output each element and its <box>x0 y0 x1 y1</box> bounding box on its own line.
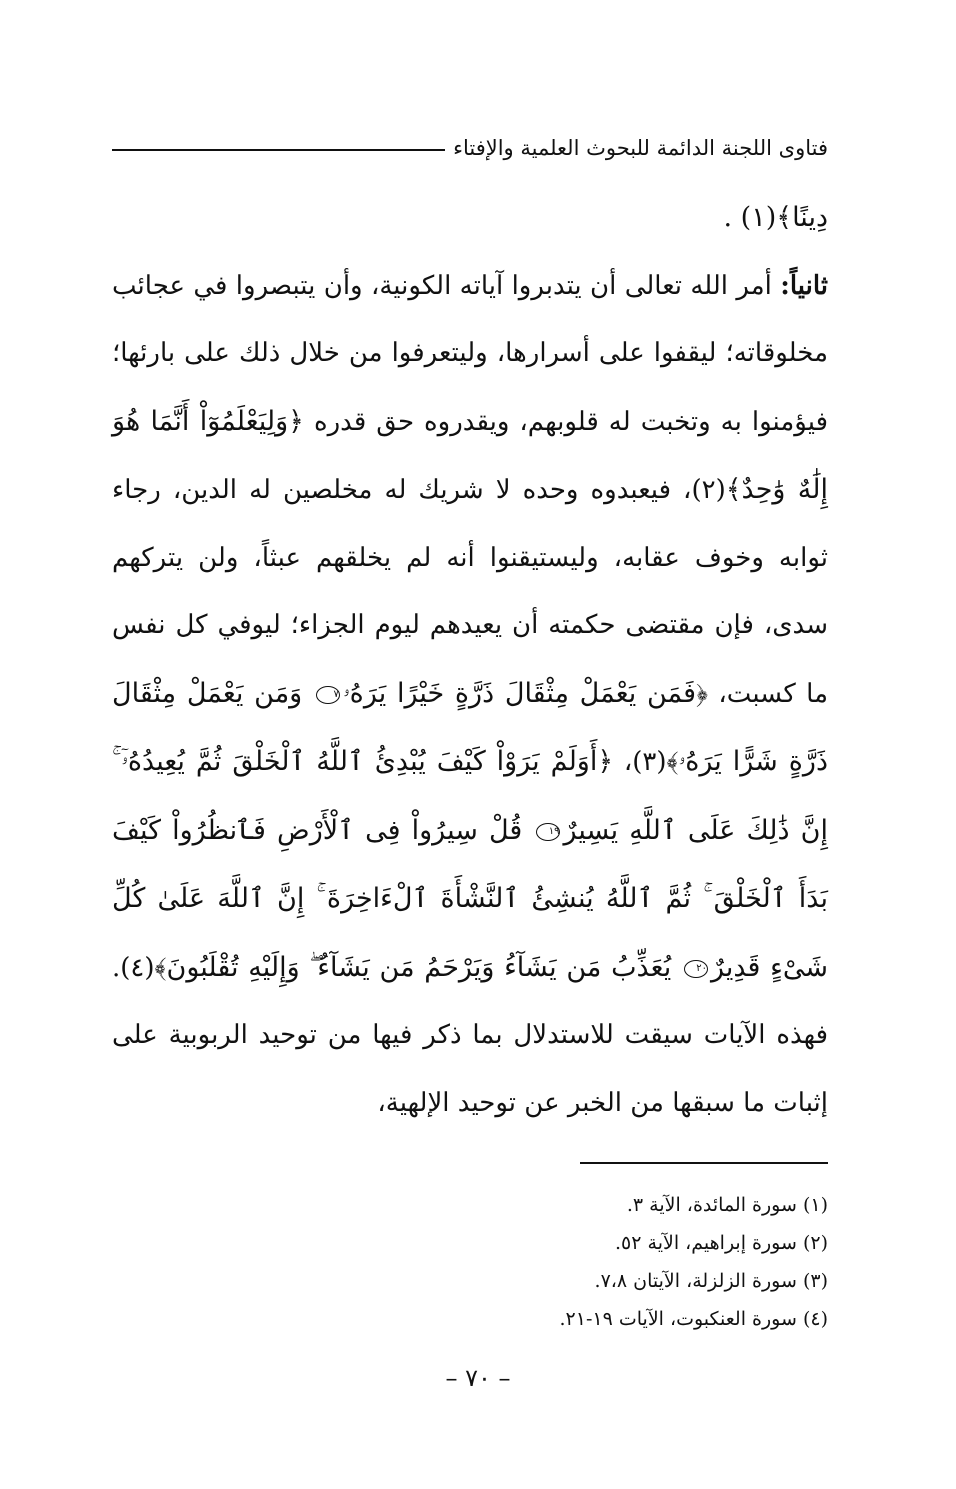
footnotes <box>300 1186 828 1338</box>
quran-fragment: دِينًا﴾(١) . <box>723 202 828 233</box>
quran-quote-3c: يُعَذِّبُ مَن يَشَآءُ وَيَرْحَمُ مَن يَشَآءُ ۖ وَإِلَيْهِ تُقْلَبُونَ﴾ <box>154 951 681 983</box>
page-number: – ٧٠ – <box>445 1364 511 1392</box>
body-text <box>112 184 828 1137</box>
quran-quote-3a: ﴿أَوَلَمْ يَرَوْاْ كَيْفَ يُبْدِئُ ٱللَّهُ ٱلْخَلْقَ ثُمَّ يُعِيدُهُۥٓ ۚ إِنَّ ذَٰلِكَ عَلَى ٱللَّهِ يَسِيرٌ <box>112 746 828 846</box>
quran-quote-2b: وَمَن يَعْمَلْ مِثْقَالَ ذَرَّةٍ شَرًّا يَرَهُۥ﴾ <box>112 677 828 777</box>
paragraph-1 <box>112 184 828 253</box>
paragraph-text-b: (٢)، فيعبدوه وحده لا شريك له مخلصين له الدين، رجاء ثوابه وخوف عقابه، وليستيقنوا أنه لم يخلقهم عبثاً، ولن يتركهم سدى، فإن مقتضى حكمته أن يعيدهم ليوم الجزاء؛ ليوفي كل نفس ما كسبت، <box>112 475 829 709</box>
header-rule <box>112 149 445 151</box>
section-label: ثانياً: <box>780 270 829 301</box>
running-header <box>112 128 828 168</box>
footnote-4: (٤) سورة العنكبوت، الآيات ١٩-٢١. <box>559 1308 828 1330</box>
quran-quote-1: ﴿وَلِيَعْلَمُوٓاْ أَنَّمَا هُوَ إِلَٰهٌ وَٰحِدٌ﴾ <box>112 405 828 505</box>
aya-number-mark: ٧ <box>316 686 340 704</box>
quran-quote-3b: قُلْ سِيرُواْ فِى ٱلْأَرْضِ فَٱنظُرُواْ كَيْفَ بَدَأَ ٱلْخَلْقَ ۚ ثُمَّ ٱللَّهُ يُنشِئُ ٱلنَّشْأَةَ ٱلْءَاخِرَةَ ۚ إِنَّ ٱللَّهَ عَلَىٰ كُلِّ شَىْءٍ قَدِيرٌ <box>112 814 828 983</box>
footnote-2: (٢) سورة إبراهيم، الآية ٥٢. <box>615 1232 828 1254</box>
aya-number-mark: ١٩ <box>536 823 560 841</box>
footnote-1: (١) سورة المائدة، الآية ٣. <box>626 1194 828 1216</box>
paragraph-text-c: (٤). فهذه الآيات سيقت للاستدلال بما ذكر فيها من توحيد الربوبية على إثبات ما سبقها من الخبر عن توحيد الإلهية، <box>112 952 828 1118</box>
footnote-rule <box>580 1162 828 1164</box>
footnote-3: (٣) سورة الزلزلة، الآيتان ٧،٨. <box>594 1270 828 1292</box>
quran-quote-2a: ﴿فَمَن يَعْمَلْ مِثْقَالَ ذَرَّةٍ خَيْرًا يَرَهُۥ <box>342 677 709 709</box>
aya-number-mark: ٢٠ <box>684 960 708 978</box>
paragraph-text-a: أمر الله تعالى أن يتدبروا آياته الكونية، وأن يتبصروا في عجائب مخلوقاته؛ ليقفوا على أسرارها، وليتعرفوا من خلال ذلك على بارئها؛ فيؤمنوا به وتخبت له قلوبهم، ويقدروه حق قدره <box>112 270 828 437</box>
header-title: فتاوى اللجنة الدائمة للبحوث العلمية والإفتاء <box>453 136 828 160</box>
footnote-ref-3: (٣)، <box>613 747 667 777</box>
paragraph-2 <box>112 253 828 1138</box>
